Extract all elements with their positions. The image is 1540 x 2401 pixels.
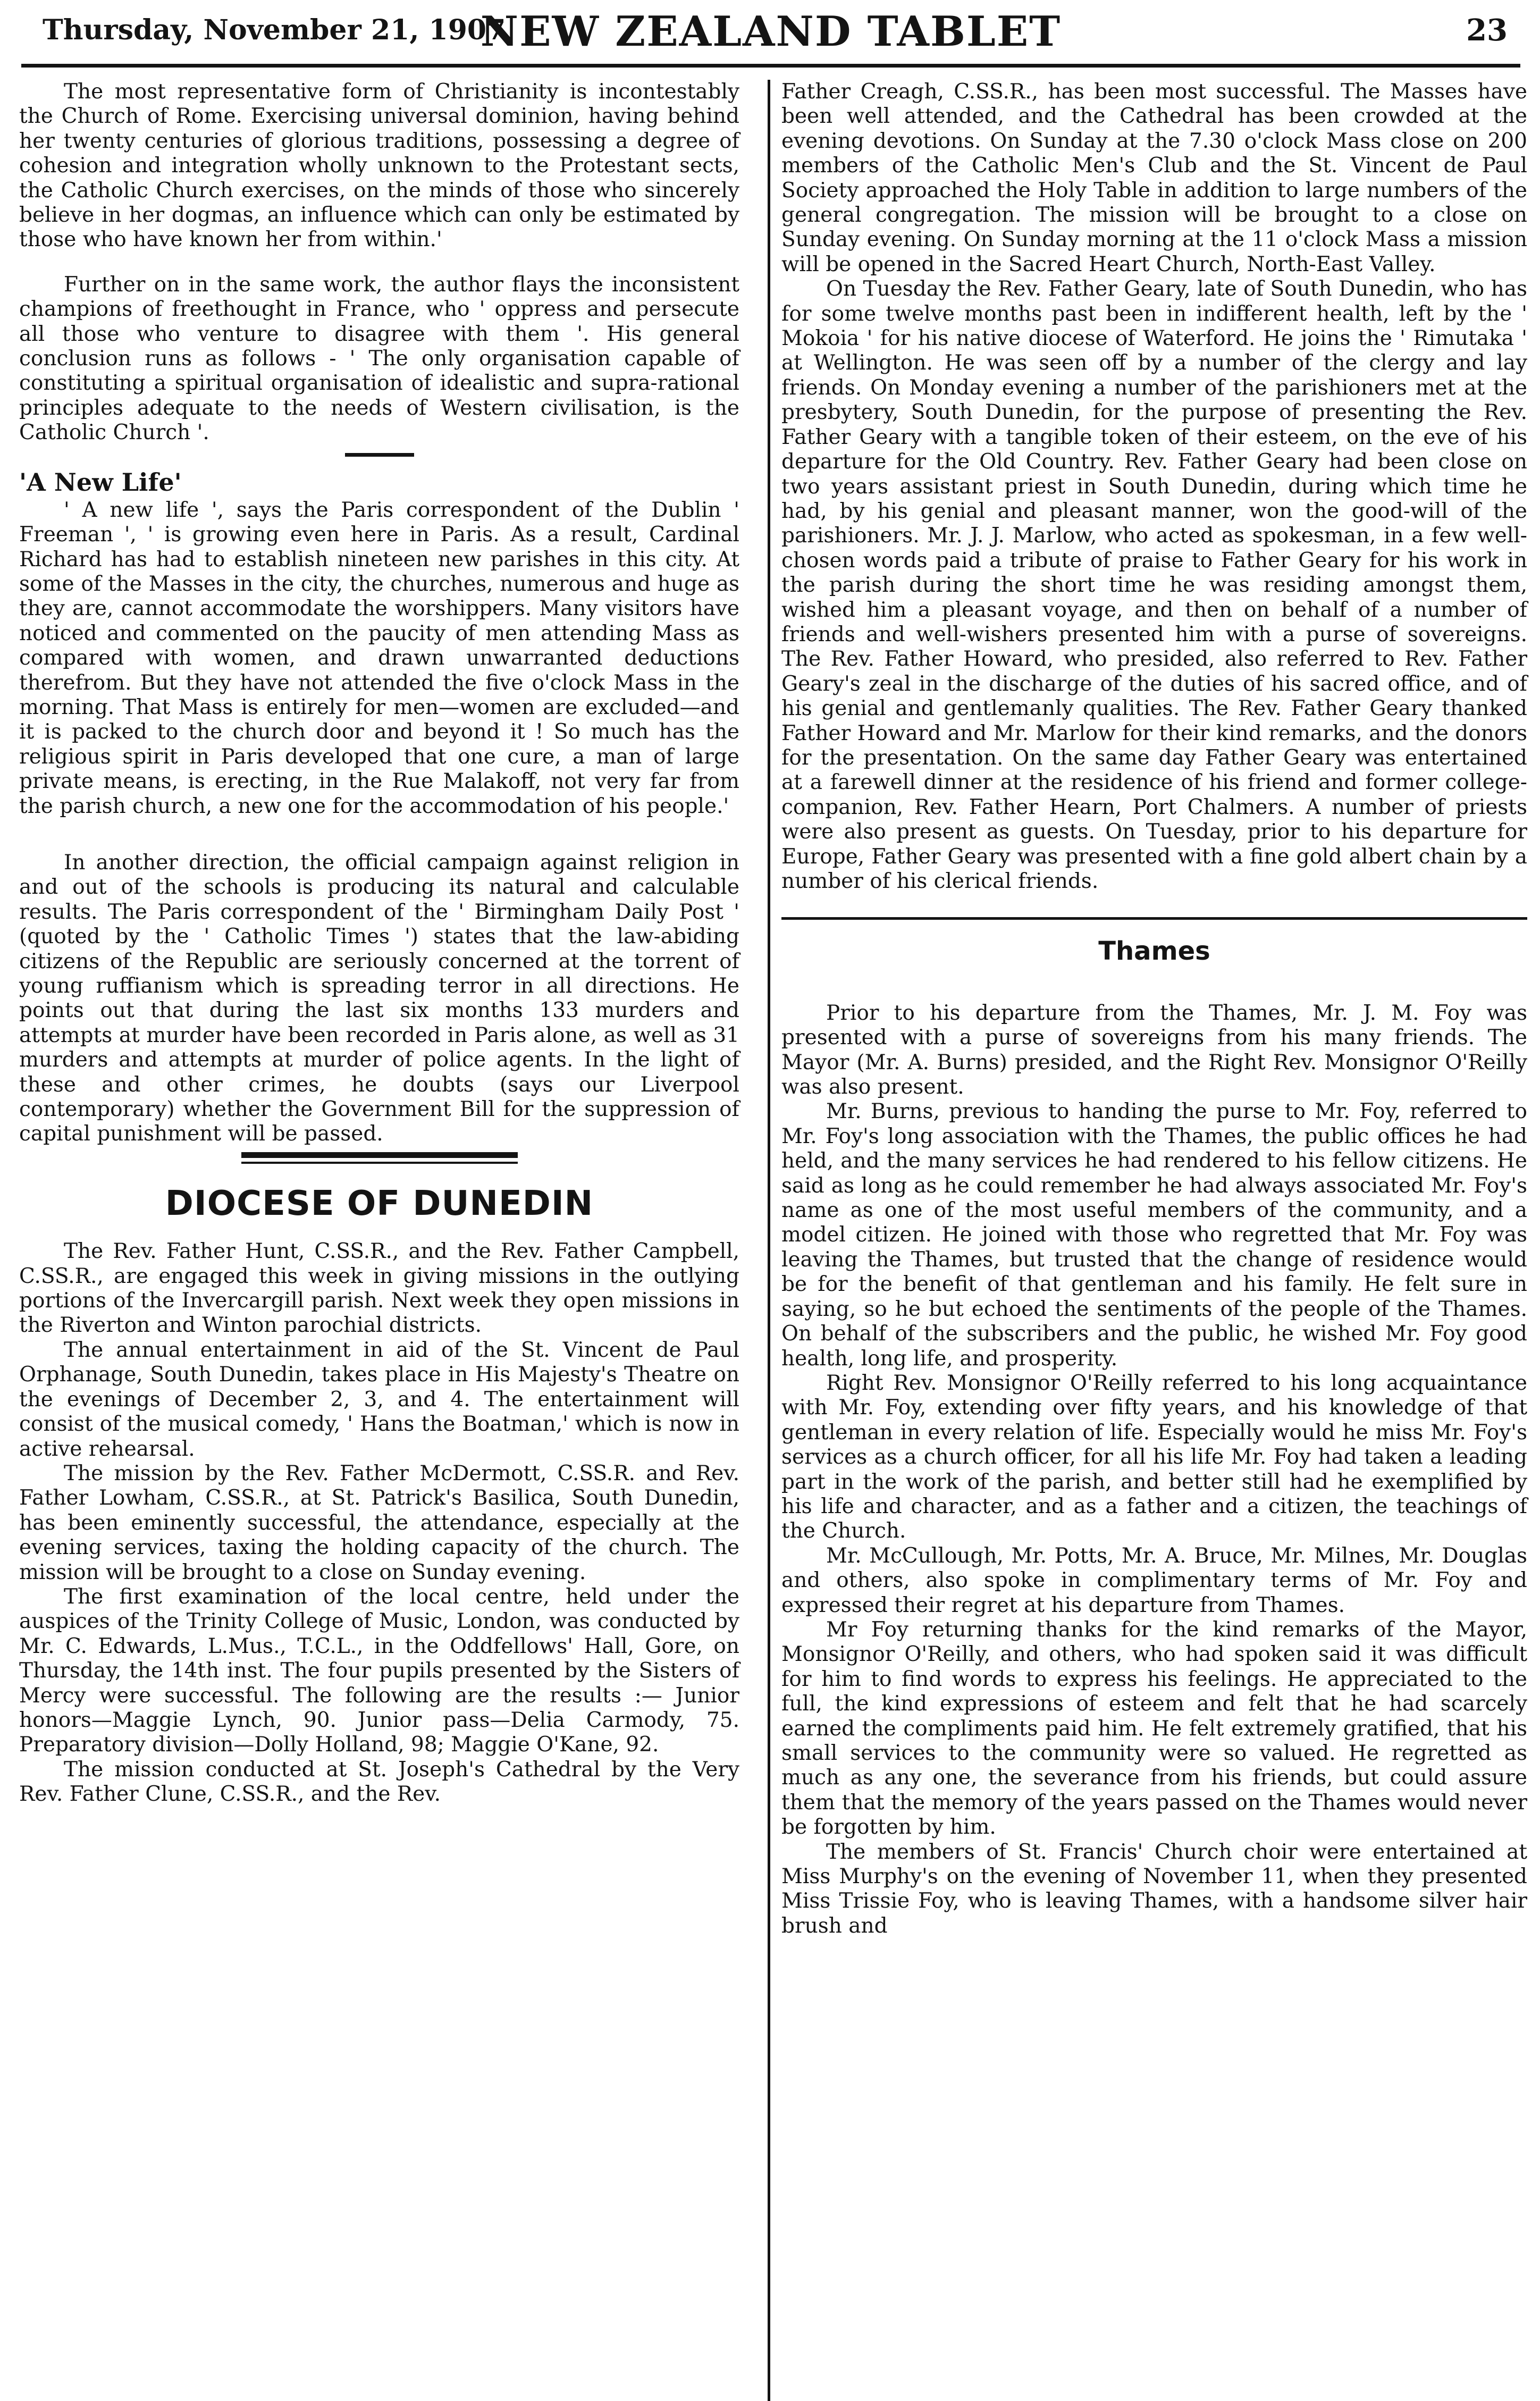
masthead — [21, 4, 1520, 68]
paragraph: The Rev. Father Hunt, C.SS.R., and the Rev. Father Campbell, C.SS.R., are engaged this week in giving missions in the outlying portions of the Invercargill parish. Next week they open missions in the Riverton and Winton parochial districts. — [19, 1239, 739, 1338]
paragraph: On Tuesday the Rev. Father Geary, late of South Dunedin, who has for some twelve months past been in indifferent health, left by the ' Mokoia ' for his native diocese of Waterford. He joins the ' Rimutaka ' at Wellington. He was seen off by a number of the clergy and lay friends. On Monday evening a number of the parishioners met at the presbytery, South Dunedin, for the purpose of presenting the Rev. Father Geary with a tangible token of their esteem, on the eve of his departure for the Old Country. Rev. Father Geary had been close on two years assistant priest in South Dunedin, during which time he had, by his genial and pleasant manner, won the good-will of the parishioners. Mr. J. J. Marlow, who acted as spokesman, in a few well-chosen words paid a tribute of praise to Father Geary for his work in the parish during the short time he was residing amongst them, wished him a pleasant voyage, and then on behalf of a number of friends and well-wishers presented him with a purse of sovereigns. The Rev. Father Howard, who presided, also referred to Rev. Father Geary's zeal in the discharge of the duties of his sacred office, and of his genial and gentlemanly qualities. The Rev. Father Geary thanked Father Howard and Mr. Marlow for their kind remarks, and the donors for the presentation. On the same day Father Geary was entertained at a farewell dinner at the residence of his friend and former college-companion, Rev. Father Hearn, Port Chalmers. A number of priests were also present as guests. On Tuesday, prior to his departure for Europe, Father Geary was presented with a fine gold albert chain by a number of his clerical friends. — [781, 277, 1527, 893]
section-heading-diocese: DIOCESE OF DUNEDIN — [165, 1183, 594, 1223]
page-number: 23 — [1466, 13, 1508, 48]
right-column — [781, 80, 1527, 1938]
column-divider — [768, 80, 770, 2401]
paragraph: The first examination of the local centre, held under the auspices of the Trinity College of Music, London, was conducted by Mr. C. Edwards, L.Mus., T.C.L., in the Oddfellows' Hall, Gore, on Thursday, the 14th inst. The four pupils presented by the Sisters of Mercy were successful. The following are the results :— Junior honors—Maggie Lynch, 90. Junior pass—Delia Carmody, 75. Preparatory division—Dolly Holland, 98; Maggie O'Kane, 92. — [19, 1584, 739, 1757]
section-heading-thames: Thames — [1098, 936, 1210, 967]
subheading-new-life: 'A New Life' — [19, 467, 182, 497]
paragraph: Mr Foy returning thanks for the kind remarks of the Mayor, Monsignor O'Reilly, and others, who had spoken said it was difficult for him to find words to express his feelings. He appreciated to the full, the kind expressions of esteem and felt that he had scarcely earned the compliments paid him. He felt extremely gratified, that his small services to the community were so valued. He regretted as much as any one, the severance from his friends, but could assure them that the memory of the years passed on the Thames would never be forgotten by him. — [781, 1617, 1527, 1840]
paragraph: ' A new life ', says the Paris correspondent of the Dublin ' Freeman ', ' is growing even here in Paris. As a result, Cardinal Richard has had to establish nineteen new parishes in this city. At some of the Masses in the city, the churches, numerous and huge as they are, cannot accommodate the worshippers. Many visitors have noticed and commented on the paucity of men attending Mass as compared with women, and drawn unwarranted deductions therefrom. But they have not attended the five o'clock Mass in the morning. That Mass is entirely for men—women are excluded—and it is packed to the church door and beyond it ! So much has the religious spirit in Paris developed that one cure, a man of large private means, is erecting, in the Rue Malakoff, not very far from the parish church, a new one for the accommodation of his people.' — [19, 498, 739, 818]
issue-date: Thursday, November 21, 1907 — [43, 14, 506, 46]
paragraph: In another direction, the official campaign against religion in and out of the schools is producing its natural and calculable results. The Paris correspondent of the ' Birmingham Daily Post ' (quoted by the ' Catholic Times ') states that the law-abiding citizens of the Republic are seriously concerned at the torrent of young ruffianism which is spreading terror in all directions. He points out that during the last six months 133 murders and attempts at murder have been recorded in Paris alone, as well as 31 murders and attempts at murder of police agents. In the light of these and other crimes, he doubts (says our Liverpool contemporary) whether the Government Bill for the suppression of capital punishment will be passed. — [19, 850, 739, 1146]
paragraph: The members of St. Francis' Church choir were entertained at Miss Murphy's on the evening of November 11, when they presented Miss Trissie Foy, who is leaving Thames, with a handsome silver hair brush and — [781, 1840, 1527, 1938]
section-rule — [345, 453, 414, 457]
paragraph: The most representative form of Christianity is incontestably the Church of Rome. Exercising universal dominion, having behind her twenty centuries of glorious traditions, possessing a degree of cohesion and integration wholly unknown to the Protestant sects, the Catholic Church exercises, on the minds of those who sincerely believe in her dogmas, an influence which can only be estimated by those who have known her from within.' — [19, 80, 739, 252]
paragraph: Mr. Burns, previous to handing the purse to Mr. Foy, referred to Mr. Foy's long association with the Thames, the public offices he had held, and the many services he had rendered to his fellow citizens. He said as long as he could remember he had always associated Mr. Foy's name as one of the most useful members of the community, and a model citizen. He joined with those who regretted that Mr. Foy was leaving the Thames, but trusted that the change of residence would be for the benefit of that gentleman and his family. He felt sure in saying, so he but echoed the sentiments of the people of the Thames. On behalf of the subscribers and the public, he wished Mr. Foy good health, long life, and prosperity. — [781, 1099, 1527, 1371]
paragraph: Mr. McCullough, Mr. Potts, Mr. A. Bruce, Mr. Milnes, Mr. Douglas and others, also spoke in complimentary terms of Mr. Foy and expressed their regret at his departure from Thames. — [781, 1543, 1527, 1617]
paragraph: Further on in the same work, the author flays the inconsistent champions of freethought in France, who ' oppress and persecute all those who venture to disagree with them '. His general conclusion runs as follows - ' The only organisation capable of constituting a spiritual organisation of idealistic and supra-rational principles adequate to the needs of Western civilisation, is the Catholic Church '. — [19, 272, 739, 445]
paragraph: The mission conducted at St. Joseph's Cathedral by the Very Rev. Father Clune, C.SS.R., and the Rev. — [19, 1757, 739, 1807]
paragraph: Right Rev. Monsignor O'Reilly referred to his long acquaintance with Mr. Foy, extending over fifty years, and his knowledge of that gentleman in every relation of life. Especially would he miss Mr. Foy's services as a church officer, for all his life Mr. Foy had taken a leading part in the work of the parish, and better still had he exemplified by his life and character, and as a father and a citizen, the teachings of the Church. — [781, 1371, 1527, 1543]
paragraph: The mission by the Rev. Father McDermott, C.SS.R. and Rev. Father Lowham, C.SS.R., at St. Patrick's Basilica, South Dunedin, has been eminently successful, the attendance, especially at the evening services, taxing the holding capacity of the church. The mission will be brought to a close on Sunday evening. — [19, 1461, 739, 1584]
newspaper-title: NEW ZEALAND TABLET — [480, 7, 1062, 56]
double-rule — [241, 1152, 518, 1164]
section-rule — [781, 917, 1527, 920]
paragraph: Prior to his departure from the Thames, Mr. J. M. Foy was presented with a purse of sovereigns from his many friends. The Mayor (Mr. A. Burns) presided, and the Right Rev. Monsignor O'Reilly was also present. — [781, 1001, 1527, 1099]
paragraph: Father Creagh, C.SS.R., has been most successful. The Masses have been well attended, and the Cathedral has been crowded at the evening devotions. On Sunday at the 7.30 o'clock Mass close on 200 members of the Catholic Men's Club and the St. Vincent de Paul Society approached the Holy Table in addition to large numbers of the general congregation. The mission will be brought to a close on Sunday evening. On Sunday morning at the 11 o'clock Mass a mission will be opened in the Sacred Heart Church, North-East Valley. — [781, 80, 1527, 276]
left-column — [19, 80, 739, 1807]
paragraph: The annual entertainment in aid of the St. Vincent de Paul Orphanage, South Dunedin, takes place in His Majesty's Theatre on the evenings of December 2, 3, and 4. The entertainment will consist of the musical comedy, ' Hans the Boatman,' which is now in active rehearsal. — [19, 1338, 739, 1461]
